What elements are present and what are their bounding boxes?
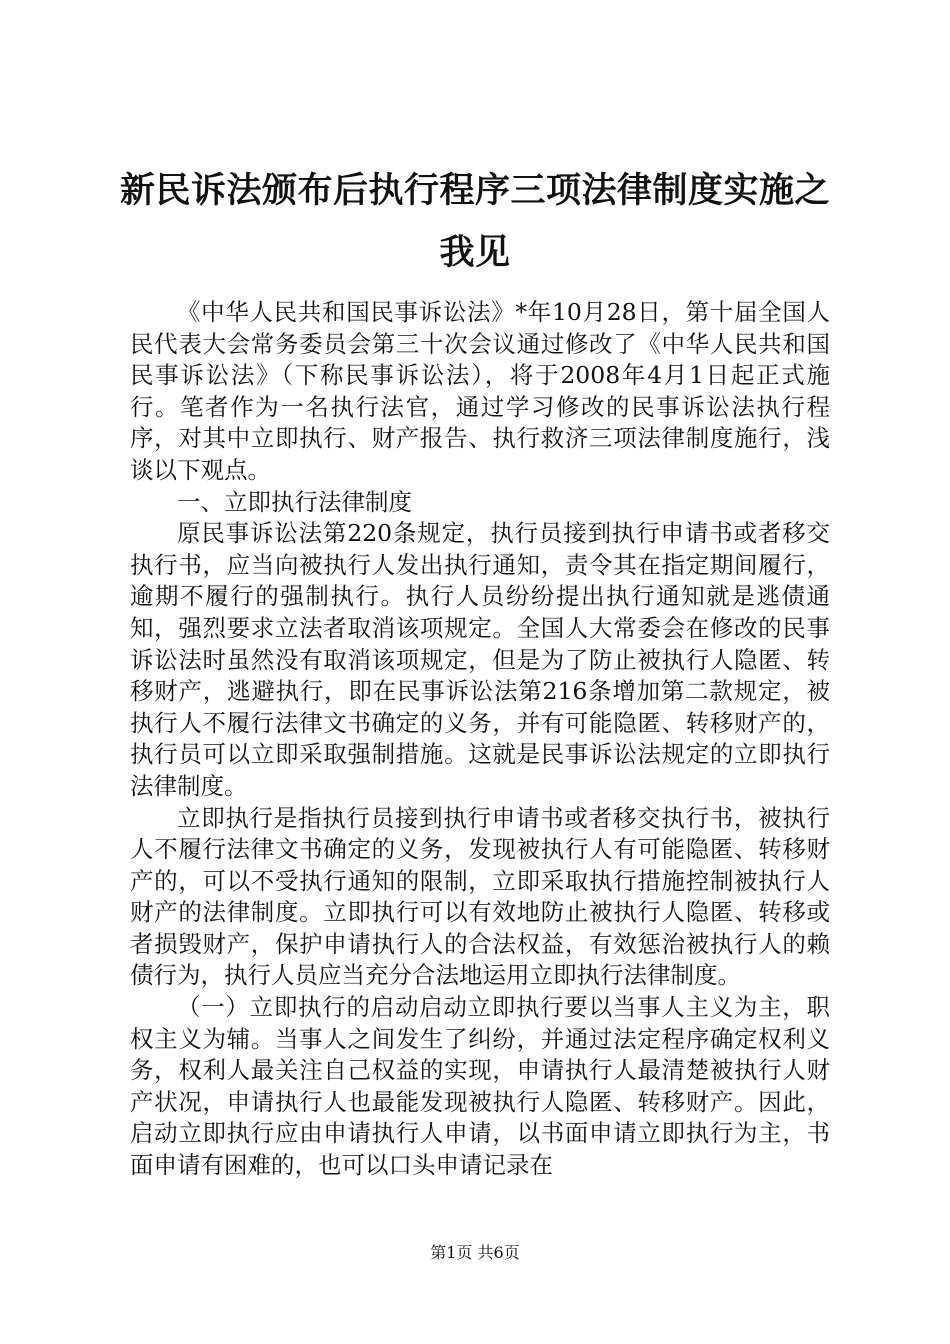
body-paragraph: 原民事诉讼法第220条规定，执行员接到执行申请书或者移交执行书，应当向被执行人发出执行通知，责令其在指定期间履行，逾期不履行的强制执行。执行人员纷纷提出执行通知就是逃债通知，强烈要求立法者取消该项规定。全国人大常委会在修改的民事诉讼法时虽然没有取消该项规定，但是为了防止被执行人隐匿、转移财产，逃避执行，即在民事诉讼法第216条增加第二款规定，被执行人不履行法律文书确定的义务，并有可能隐匿、转移财产的，执行员可以立即采取强制措施。这就是民事诉讼法规定的立即执行法律制度。 bbox=[130, 519, 830, 800]
body-paragraph: （一）立即执行的启动启动立即执行要以当事人主义为主，职权主义为辅。当事人之间发生了纠纷，并通过法定程序确定权利义务，权利人最关注自己权益的实现，申请执行人最清楚被执行人财产状况，申请执行人也最能发现被执行人隐匿、转移财产。因此，启动立即执行应由申请执行人申请，以书面申请立即执行为主，书面申请有困难的，也可以口头申请记录在 bbox=[130, 993, 830, 1180]
document-body bbox=[130, 297, 830, 1182]
page-footer: 第1页 共6页 bbox=[430, 1243, 520, 1262]
intro-paragraph: 《中华人民共和国民事诉讼法》*年10月28日，第十届全国人民代表大会常务委员会第三十次会议通过修改了《中华人民共和国民事诉讼法》（下称民事诉讼法），将于2008年4月1日起正式施行。笔者作为一名执行法官，通过学习修改的民事诉讼法执行程序，对其中立即执行、财产报告、执行救济三项法律制度施行，浅谈以下观点。 bbox=[130, 298, 830, 484]
document-title: 新民诉法颁布后执行程序三项法律制度实施之我见 bbox=[119, 170, 830, 273]
body-paragraph: 立即执行是指执行员接到执行申请书或者移交执行书，被执行人不履行法律文书确定的义务，发现被执行人有可能隐匿、转移财产的，可以不受执行通知的限制，立即采取执行措施控制被执行人财产的法律制度。立即执行可以有效地防止被执行人隐匿、转移或者损毁财产，保护申请执行人的合法权益，有效惩治被执行人的赖债行为，执行人员应当充分合法地运用立即执行法律制度。 bbox=[130, 803, 830, 990]
section-heading-1: 一、立即执行法律制度 bbox=[177, 487, 412, 516]
